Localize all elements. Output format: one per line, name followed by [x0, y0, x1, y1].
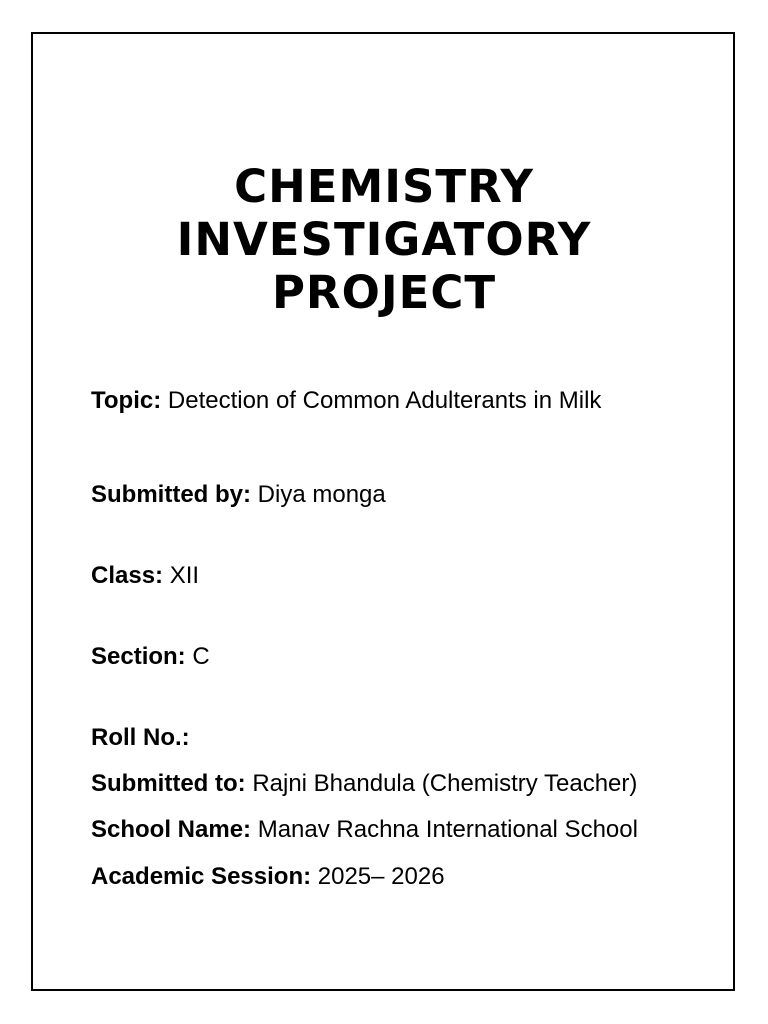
page-title [0, 160, 768, 319]
topic-field [91, 386, 601, 416]
academic-session-field [91, 862, 445, 892]
submitted-to-field [91, 769, 637, 799]
submitted-by-field [91, 480, 386, 510]
submitted-to-value: Rajni Bhandula (Chemistry Teacher) [252, 770, 638, 797]
school-name-field [91, 815, 638, 845]
submitted-by-value: Diya monga [257, 481, 386, 508]
school-name-label: School Name: [91, 816, 252, 843]
topic-label: Topic: [91, 387, 162, 414]
section-value: C [192, 643, 210, 670]
class-field [91, 561, 199, 591]
section-field [91, 642, 210, 672]
title-line-1: CHEMISTRY [234, 160, 534, 213]
roll-no-field [91, 723, 190, 753]
title-line-3: PROJECT [271, 266, 497, 319]
section-label: Section: [91, 643, 186, 670]
academic-session-value: 2025– 2026 [317, 863, 445, 890]
topic-value: Detection of Common Adulterants in Milk [167, 387, 602, 414]
class-value: XII [169, 562, 200, 589]
academic-session-label: Academic Session: [91, 863, 312, 890]
roll-no-label: Roll No.: [91, 724, 190, 751]
submitted-to-label: Submitted to: [91, 770, 246, 797]
submitted-by-label: Submitted by: [91, 481, 251, 508]
school-name-value: Manav Rachna International School [257, 816, 638, 843]
class-label: Class: [91, 562, 164, 589]
title-line-2: INVESTIGATORY [176, 213, 592, 266]
